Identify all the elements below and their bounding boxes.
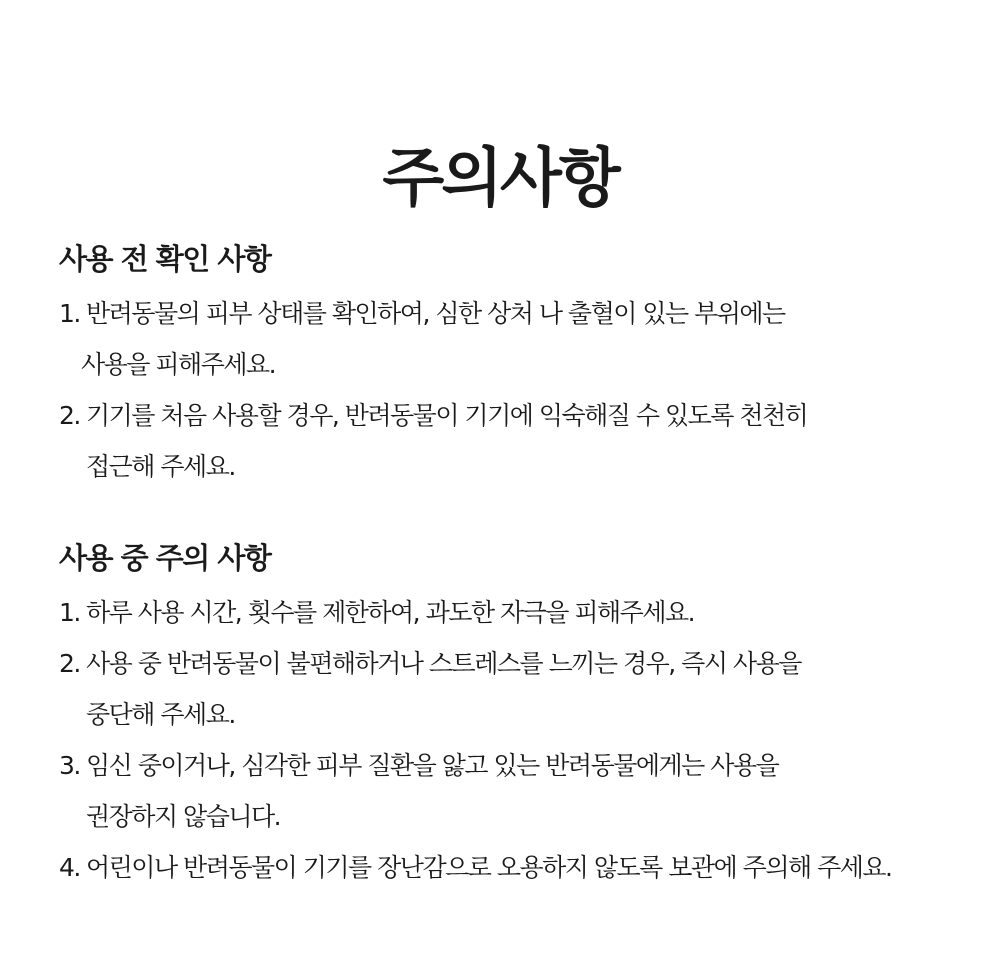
- list-item: [59, 740, 979, 842]
- item-line: 임신 중이거나, 심각한 피부 질환을 앓고 있는 반려동물에게는 사용을: [86, 751, 779, 780]
- item-line: 어린이나 반려동물이 기기를 장난감으로 오용하지 않도록 보관에 주의해 주세요.: [86, 853, 892, 882]
- item-number: 1.: [59, 299, 80, 328]
- item-line: 사용을 피해주세요.: [81, 350, 276, 379]
- section-heading: 사용 전 확인 사항: [59, 242, 271, 276]
- item-line: 하루 사용 시간, 횟수를 제한하여, 과도한 자극을 피해주세요.: [86, 598, 695, 627]
- item-line: 사용 중 반려동물이 불편해하거나 스트레스를 느끼는 경우, 즉시 사용을: [86, 649, 801, 678]
- item-text: [86, 740, 979, 842]
- list-item: [59, 638, 979, 740]
- item-number: 2.: [59, 401, 80, 430]
- item-text: [86, 390, 979, 492]
- item-number: 2.: [59, 649, 80, 678]
- list-item: [59, 587, 979, 638]
- item-line: 반려동물의 피부 상태를 확인하여, 심한 상처 나 출혈이 있는 부위에는: [86, 299, 785, 328]
- item-number: 3.: [59, 751, 80, 780]
- item-text: [86, 638, 979, 740]
- item-number: 1.: [59, 598, 80, 627]
- list-item: [59, 288, 979, 390]
- page-title: 주의사항: [382, 141, 618, 216]
- item-number: 4.: [59, 853, 80, 882]
- item-line: 접근해 주세요.: [86, 452, 235, 481]
- section-before-use: [59, 238, 979, 492]
- item-line: 중단해 주세요.: [86, 700, 235, 729]
- item-line: 기기를 처음 사용할 경우, 반려동물이 기기에 익숙해질 수 있도록 천천히: [86, 401, 808, 430]
- list-item: [59, 390, 979, 492]
- list-item: [59, 842, 979, 893]
- section-heading: 사용 중 주의 사항: [59, 541, 271, 575]
- item-text: [81, 288, 979, 390]
- item-text: [86, 842, 979, 893]
- item-line: 권장하지 않습니다.: [86, 802, 281, 831]
- item-text: [86, 587, 979, 638]
- section-during-use: [59, 537, 979, 893]
